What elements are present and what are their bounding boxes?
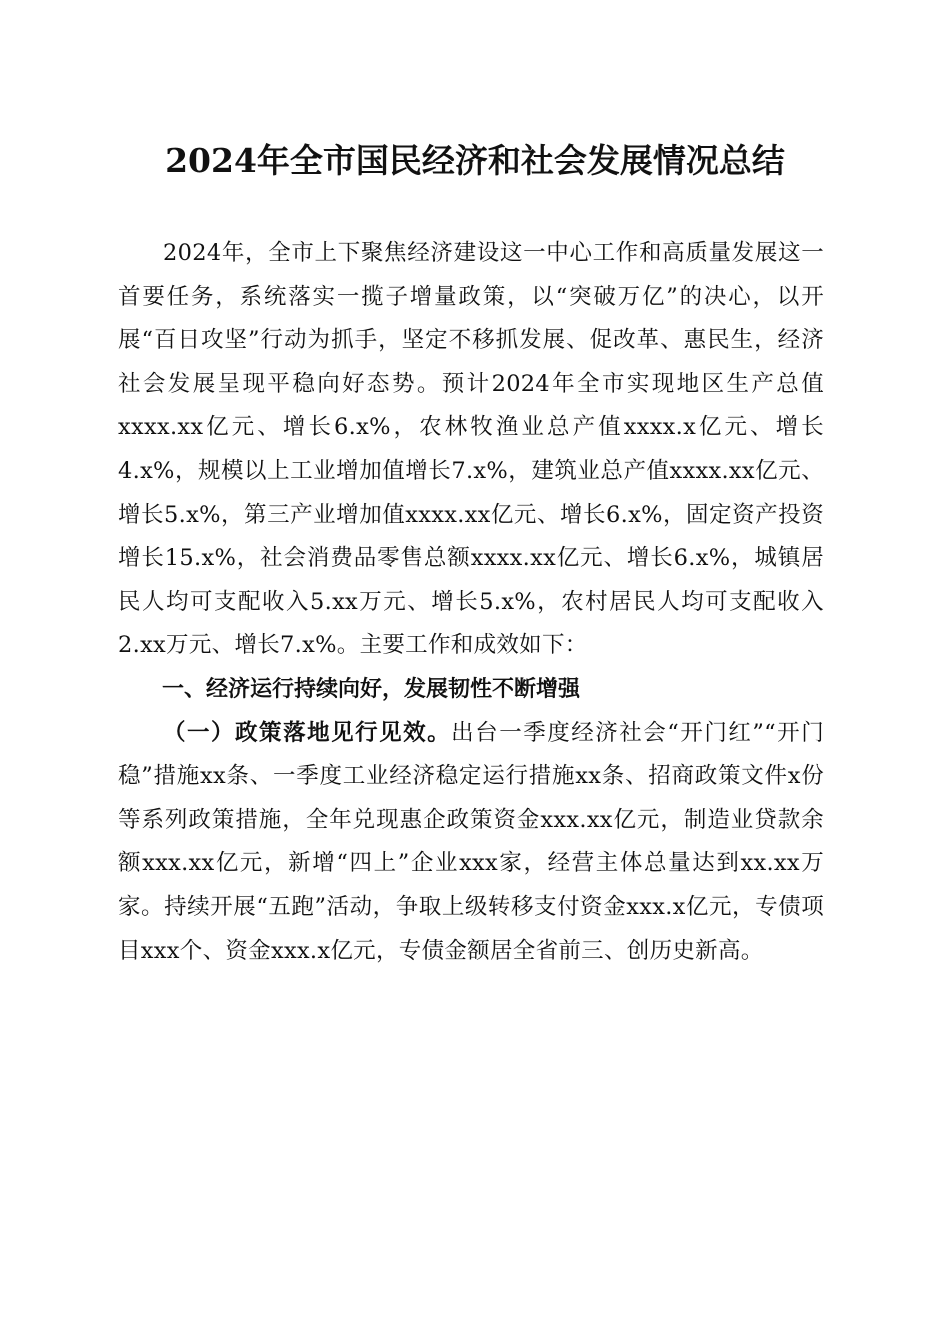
subsection-title: （一）政策落地见行见效。 [163,719,452,746]
subsection-paragraph [118,712,824,974]
document-title: 2024年全市国民经济和社会发展情况总结 [165,141,785,180]
section-heading: 一、经济运行持续向好，发展韧性不断增强 [162,676,581,702]
intro-paragraph: 2024年，全市上下聚焦经济建设这一中心工作和高质量发展这一首要任务，系统落实一揽子增量政策，以“突破万亿”的决心，以开展“百日攻坚”行动为抓手，坚定不移抓发展、促改革、惠民生，经济社会发展呈现平稳向好态势。预计2024年全市实现地区生产总值xxxx.xx亿元、增长6.x%，农林牧渔业总产值xxxx.x亿元、增长4.x%，规模以上工业增加值增长7.x%，建筑业总产值xxxx.xx亿元、增长5.x%，第三产业增加值xxxx.xx亿元、增长6.x%，固定资产投资增长15.x%，社会消费品零售总额xxxx.xx亿元、增长6.x%，城镇居民人均可支配收入5.xx万元、增长5.x%，农村居民人均可支配收入2.xx万元、增长7.x%。主要工作和成效如下： [118,240,824,659]
document-body [118,232,824,973]
subsection-text: 出台一季度经济社会“开门红”“开门稳”措施xx条、一季度工业经济稳定运行措施xx条、招商政策文件x份等系列政策措施，全年兑现惠企政策资金xxx.xx亿元，制造业贷款余额xxx.xx亿元，新增“四上”企业xxx家，经营主体总量达到xx.xx万家。持续开展“五跑”活动，争取上级转移支付资金xxx.x亿元，专债项目xxx个、资金xxx.x亿元，专债金额居全省前三、创历史新高。 [118,719,824,964]
